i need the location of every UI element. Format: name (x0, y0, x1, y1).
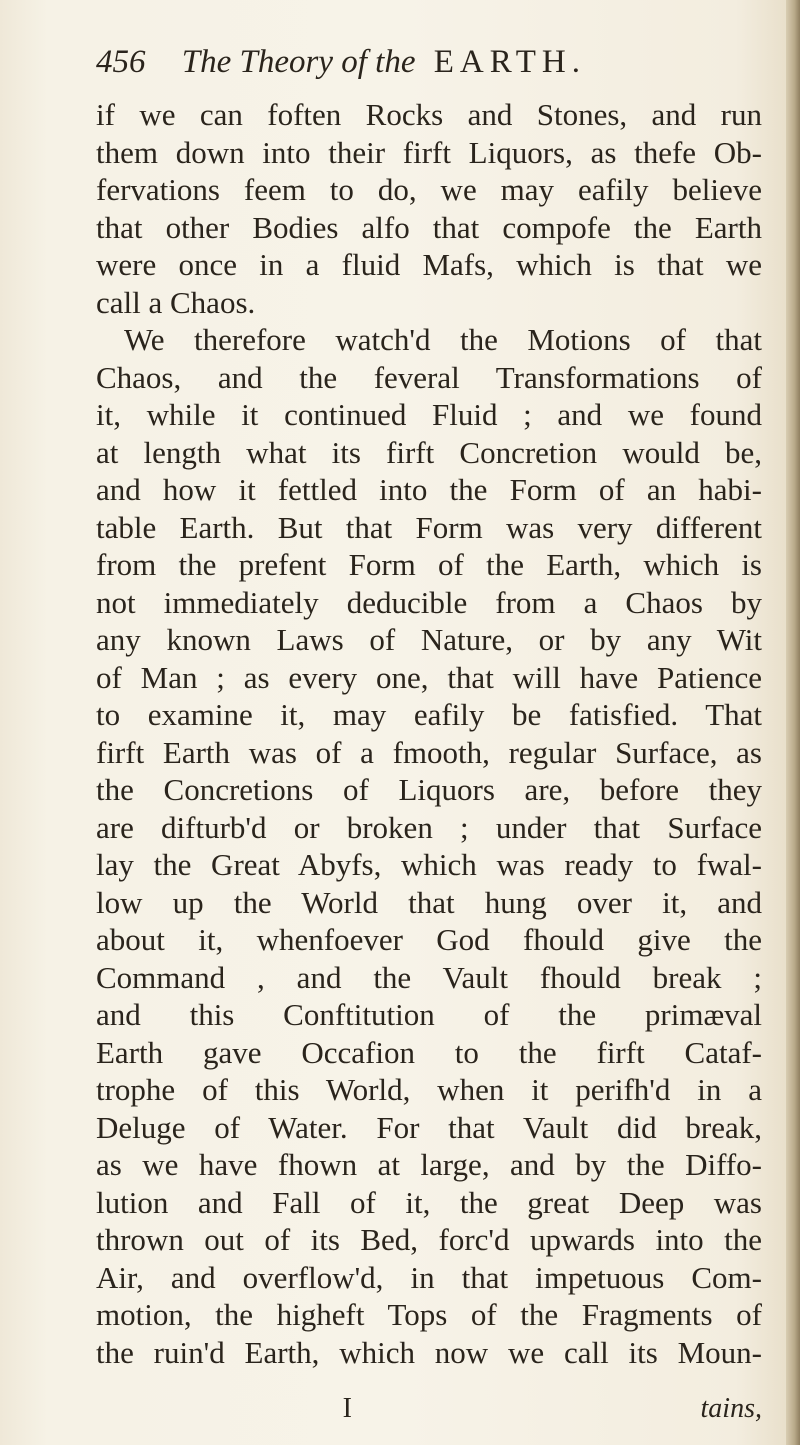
text-line: and this Conftitution of the primæval (96, 997, 762, 1032)
text-line: them down into their firft Liquors, as thefe Ob- (96, 134, 762, 170)
text-line: motion, the higheft Tops of the Fragments of (96, 1297, 762, 1332)
text-line: to examine it, may eafily be fatisfied. That (96, 697, 762, 732)
text-line: and how it fettled into the Form of an habi- (96, 472, 762, 507)
text-line: if we can foften Rocks and Stones, and run (96, 97, 762, 132)
catchword: tains, (700, 1393, 762, 1424)
text-line: the Concretions of Liquors are, before they (96, 772, 762, 807)
page-edge (786, 0, 800, 1445)
text-line: table Earth. But that Form was very different (96, 509, 762, 545)
text-line: Earth gave Occafion to the firft Cataf- (96, 1034, 762, 1070)
text-line: Deluge of Water. For that Vault did break, (96, 1109, 762, 1145)
text-line: that other Bodies alfo that compofe the Earth (96, 209, 762, 245)
text-line: any known Laws of Nature, or by any Wit (96, 622, 762, 657)
text-line: Air, and overflow'd, in that impetuous Com- (96, 1259, 762, 1295)
text-line: lay the Great Abyfs, which was ready to fwal- (96, 847, 762, 882)
text-line: call a Chaos. (96, 284, 256, 320)
text-line: low up the World that hung over it, and (96, 884, 762, 920)
running-title: The Theory of the (181, 44, 416, 80)
text-line: from the prefent Form of the Earth, which is (96, 547, 762, 582)
body-text (96, 96, 762, 1371)
text-line: at length what its firft Concretion would be, (96, 434, 762, 470)
text-line: We therefore watch'd the Motions of that (124, 322, 762, 357)
text-line: of Man ; as every one, that will have Patience (96, 659, 762, 695)
text-line: are difturb'd or broken ; under that Surface (96, 809, 762, 845)
text-line: not immediately deducible from a Chaos by (96, 584, 762, 620)
page-footer (96, 1393, 762, 1433)
text-line: about it, whenfoever God fhould give the (96, 922, 762, 957)
text-line: Chaos, and the feveral Transformations of (96, 359, 762, 395)
running-head (96, 44, 736, 94)
page-number: 456 (96, 44, 146, 80)
text-line: Command , and the Vault fhould break ; (96, 959, 762, 995)
text-line: as we have fhown at large, and by the Diffo- (96, 1147, 762, 1182)
text-line: lution and Fall of it, the great Deep was (96, 1184, 762, 1220)
text-line: fervations feem to do, we may eafily believe (96, 172, 762, 207)
text-line: trophe of this World, when it perifh'd in a (96, 1072, 762, 1107)
text-line: firft Earth was of a fmooth, regular Surface, as (96, 734, 762, 770)
text-line: thrown out of its Bed, forc'd upwards into the (96, 1222, 762, 1257)
text-line: the ruin'd Earth, which now we call its Moun- (96, 1334, 762, 1370)
running-title-caps: EARTH. (433, 44, 586, 80)
text-line: it, while it continued Fluid ; and we found (96, 397, 762, 432)
text-line: were once in a fluid Mafs, which is that we (96, 247, 762, 282)
signature-mark: I (342, 1393, 352, 1424)
